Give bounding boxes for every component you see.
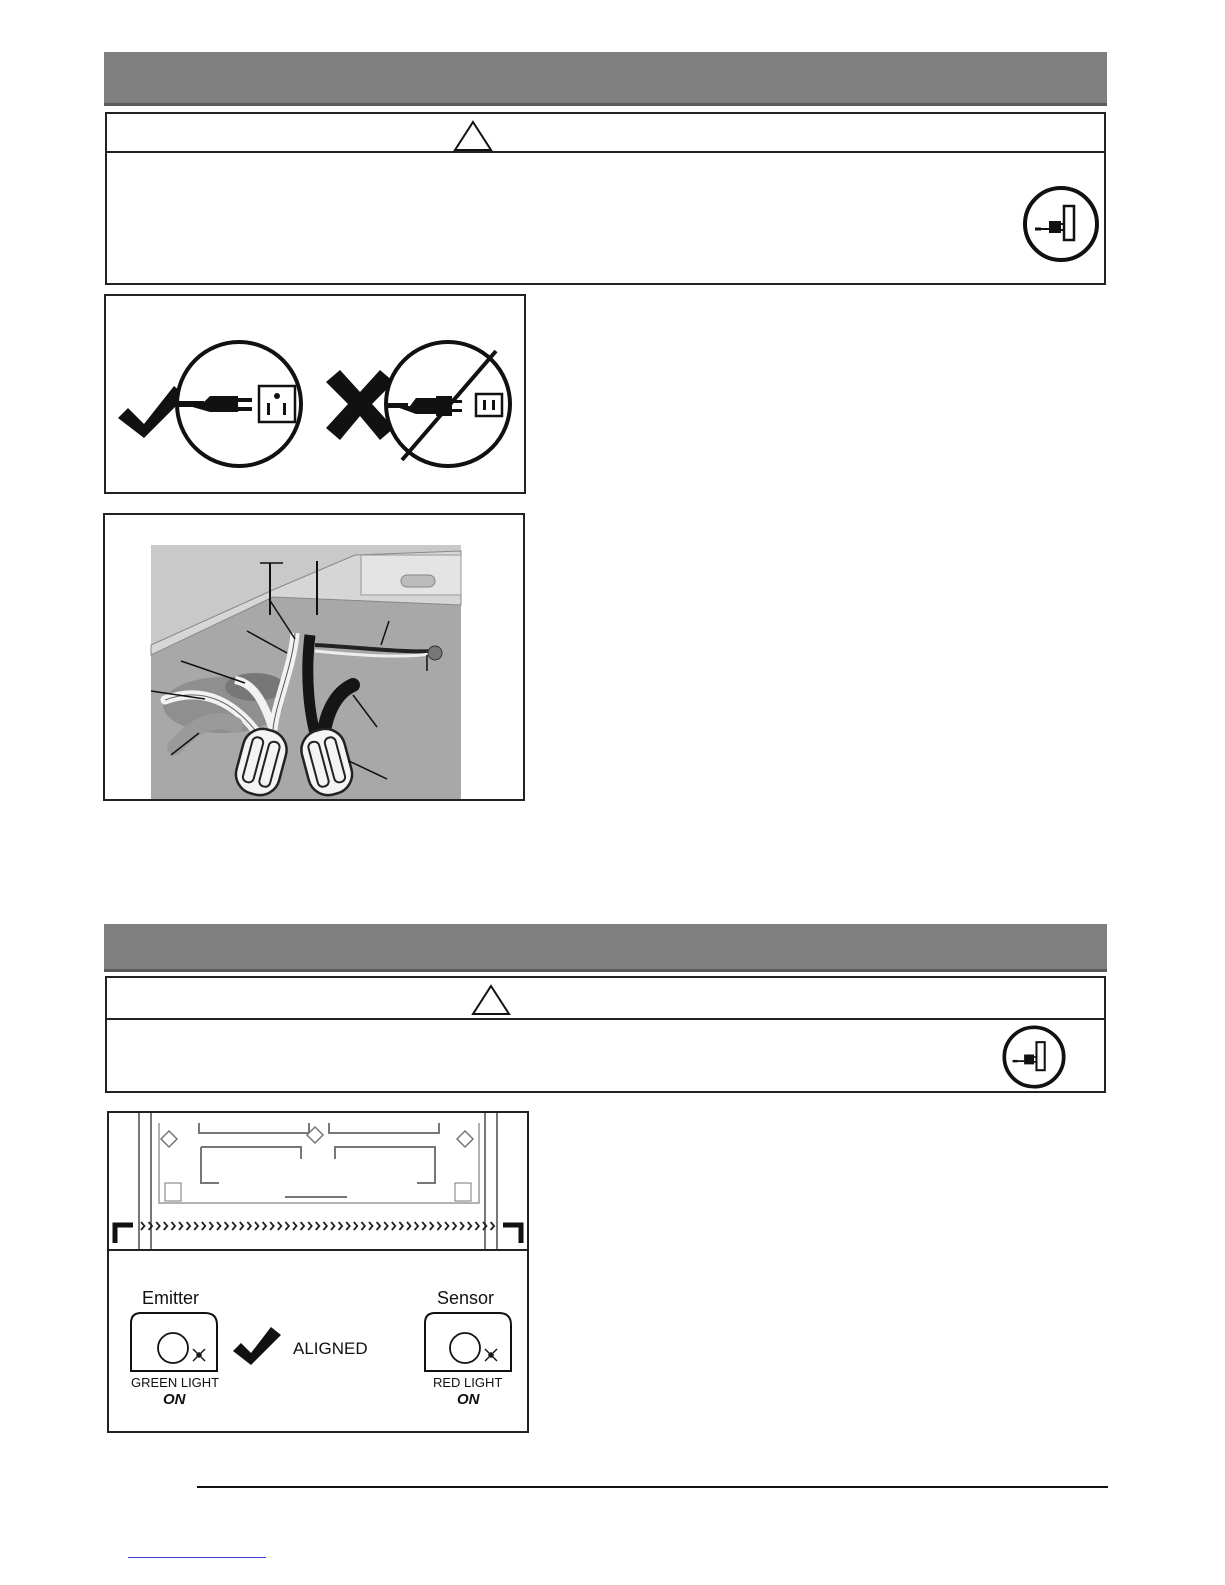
beam-chevron bbox=[377, 1222, 381, 1230]
beam-chevron bbox=[339, 1222, 343, 1230]
beam-chevron bbox=[179, 1222, 183, 1230]
beam-chevron bbox=[430, 1222, 434, 1230]
unplug-power-icon bbox=[1001, 1024, 1067, 1090]
beam-chevron bbox=[422, 1222, 426, 1230]
footer-rule bbox=[197, 1486, 1108, 1488]
section-2-header-bar bbox=[104, 924, 1107, 972]
section-2-warning-header bbox=[107, 978, 1104, 1020]
beam-chevron bbox=[232, 1222, 236, 1230]
beam-chevron bbox=[468, 1222, 472, 1230]
beam-chevron bbox=[194, 1222, 198, 1230]
warning-triangle-icon bbox=[453, 120, 493, 152]
sensor-label: Sensor bbox=[437, 1288, 495, 1308]
beam-chevron bbox=[263, 1222, 267, 1230]
grounded-outlet-icon bbox=[177, 342, 301, 466]
beam-chevron bbox=[141, 1222, 145, 1230]
section-1-warning-box bbox=[105, 112, 1106, 285]
beam-chevron bbox=[156, 1222, 160, 1230]
infrared-beam bbox=[141, 1222, 494, 1230]
beam-chevron bbox=[399, 1222, 403, 1230]
beam-chevron bbox=[437, 1222, 441, 1230]
beam-chevron bbox=[301, 1222, 305, 1230]
beam-chevron bbox=[445, 1222, 449, 1230]
no-adapter-outlet-icon bbox=[386, 342, 510, 466]
beam-chevron bbox=[323, 1222, 327, 1230]
warning-triangle-icon bbox=[471, 984, 511, 1016]
beam-chevron bbox=[308, 1222, 312, 1230]
beam-chevron bbox=[331, 1222, 335, 1230]
beam-chevron bbox=[491, 1222, 495, 1230]
beam-chevron bbox=[475, 1222, 479, 1230]
beam-chevron bbox=[270, 1222, 274, 1230]
beam-chevron bbox=[369, 1222, 373, 1230]
beam-chevron bbox=[209, 1222, 213, 1230]
beam-chevron bbox=[225, 1222, 229, 1230]
beam-chevron bbox=[240, 1222, 244, 1230]
beam-chevron bbox=[392, 1222, 396, 1230]
sensor-light-label: RED LIGHT bbox=[433, 1375, 503, 1390]
beam-chevron bbox=[187, 1222, 191, 1230]
beam-chevron bbox=[217, 1222, 221, 1230]
emitter-label: Emitter bbox=[142, 1288, 200, 1308]
beam-chevron bbox=[171, 1222, 175, 1230]
x-mark-icon bbox=[326, 370, 394, 440]
beam-chevron bbox=[247, 1222, 251, 1230]
aligned-label: ALIGNED bbox=[293, 1339, 368, 1358]
beam-chevron bbox=[361, 1222, 365, 1230]
figure-outlet-grounding bbox=[104, 294, 526, 494]
beam-chevron bbox=[407, 1222, 411, 1230]
aligned-check-icon bbox=[233, 1327, 281, 1365]
beam-chevron bbox=[255, 1222, 259, 1230]
beam-chevron bbox=[453, 1222, 457, 1230]
beam-chevron bbox=[285, 1222, 289, 1230]
section-1-header-bar bbox=[104, 52, 1107, 106]
unplug-power-icon bbox=[1021, 184, 1101, 264]
emitter-light-label: GREEN LIGHT bbox=[131, 1375, 220, 1390]
beam-chevron bbox=[293, 1222, 297, 1230]
beam-chevron bbox=[415, 1222, 419, 1230]
footer-link-underline[interactable] bbox=[128, 1557, 266, 1558]
beam-chevron bbox=[316, 1222, 320, 1230]
beam-chevron bbox=[354, 1222, 358, 1230]
beam-chevron bbox=[278, 1222, 282, 1230]
section-1-warning-header bbox=[107, 114, 1104, 153]
figure-wiring-connections bbox=[103, 513, 525, 801]
beam-chevron bbox=[202, 1222, 206, 1230]
beam-chevron bbox=[164, 1222, 168, 1230]
emitter-state-label: ON bbox=[163, 1391, 186, 1408]
beam-chevron bbox=[384, 1222, 388, 1230]
section-2-warning-box bbox=[105, 976, 1106, 1093]
beam-chevron bbox=[346, 1222, 350, 1230]
sensor-state-label: ON bbox=[457, 1391, 480, 1408]
figure-safety-sensors bbox=[107, 1111, 529, 1433]
beam-chevron bbox=[460, 1222, 464, 1230]
